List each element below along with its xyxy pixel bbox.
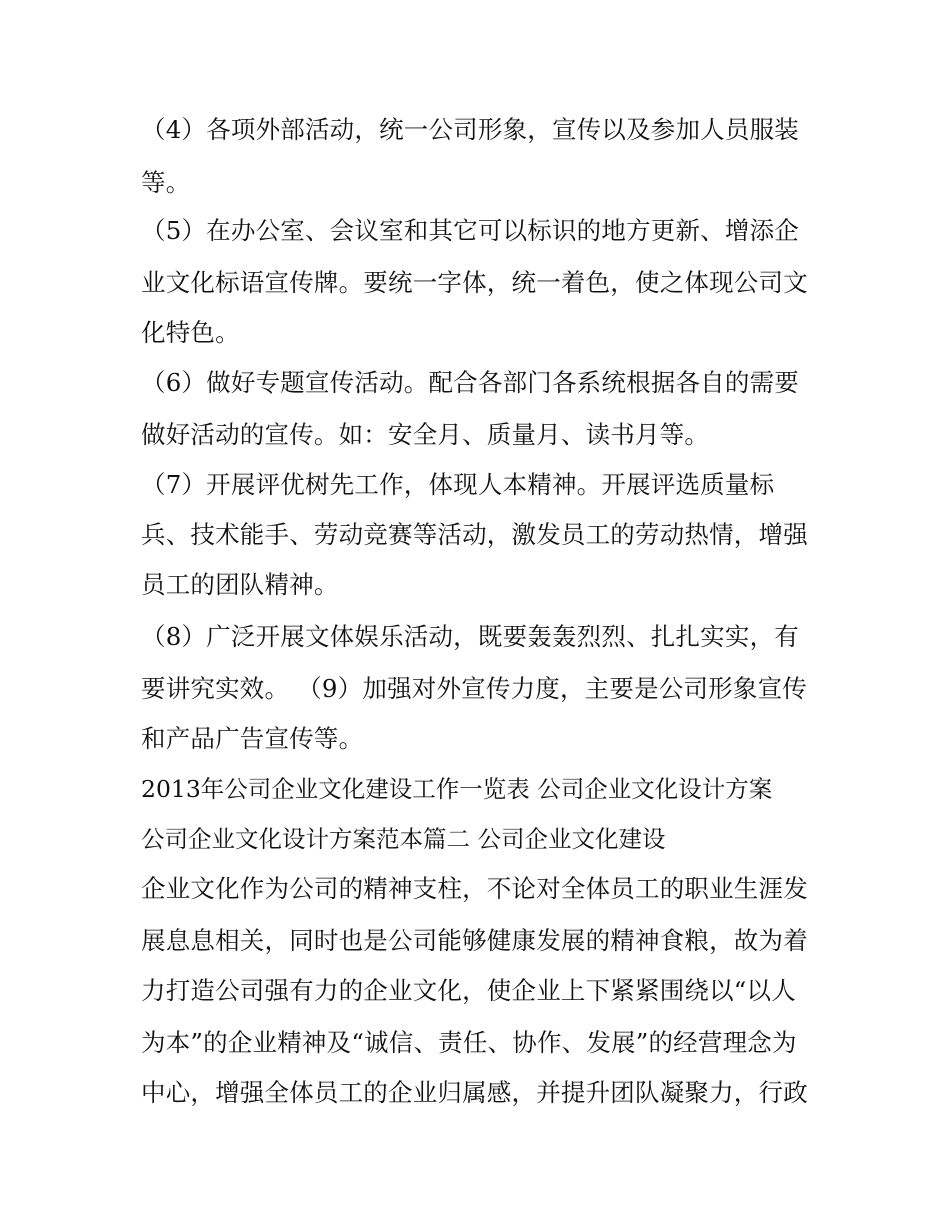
paragraph-line-3: 力打造公司强有力的企业文化，使企业上下紧紧围绕以“以人: [141, 976, 796, 1005]
section-heading-line-2: 公司企业文化设计方案范本篇二 公司企业文化建设: [141, 825, 666, 853]
text-line-item-4: （4）各项外部活动，统一公司形象，宣传以及参加人员服装: [141, 115, 799, 144]
paragraph-line-2: 展息息相关，同时也是公司能够健康发展的精神食粮，故为着: [141, 926, 808, 955]
text-line-item-7-cont-1: 兵、技术能手、劳动竞赛等活动，激发员工的劳动热情，增强: [141, 520, 808, 549]
paragraph-line-1: 企业文化作为公司的精神支柱，不论对全体员工的职业生涯发: [141, 874, 808, 903]
text-line-item-9-cont: 和产品广告宣传等。: [141, 724, 364, 753]
section-heading-line-1: 2013年公司企业文化建设工作一览表 公司企业文化设计方案: [141, 775, 773, 803]
text-line-item-6-cont: 做好活动的宣传。如：安全月、质量月、读书月等。: [141, 420, 710, 449]
text-line-item-5-cont-2: 化特色。: [141, 318, 240, 347]
paragraph-line-4: 为本”的企业精神及“诚信、责任、协作、发展”的经营理念为: [141, 1028, 797, 1057]
text-line-item-7: （7）开展评优树先工作，体现人本精神。开展评选质量标: [141, 470, 775, 499]
text-line-item-8-9: 要讲究实效。 （9）加强对外宣传力度，主要是公司形象宣传: [141, 674, 807, 703]
text-line-item-5-cont-1: 业文化标语宣传牌。要统一字体，统一着色，使之体现公司文: [141, 268, 808, 297]
text-line-item-8: （8）广泛开展文体娱乐活动，既要轰轰烈烈、扎扎实实，有: [141, 622, 799, 651]
text-line-item-7-cont-2: 员工的团队精神。: [141, 570, 339, 599]
text-line-item-6: （6）做好专题宣传活动。配合各部门各系统根据各自的需要: [141, 368, 799, 397]
text-line-item-5: （5）在办公室、会议室和其它可以标识的地方更新、增添企: [141, 216, 799, 245]
text-line-item-4-cont: 等。: [141, 168, 191, 197]
paragraph-line-5: 中心，增强全体员工的企业归属感，并提升团队凝聚力，行政: [141, 1078, 808, 1107]
